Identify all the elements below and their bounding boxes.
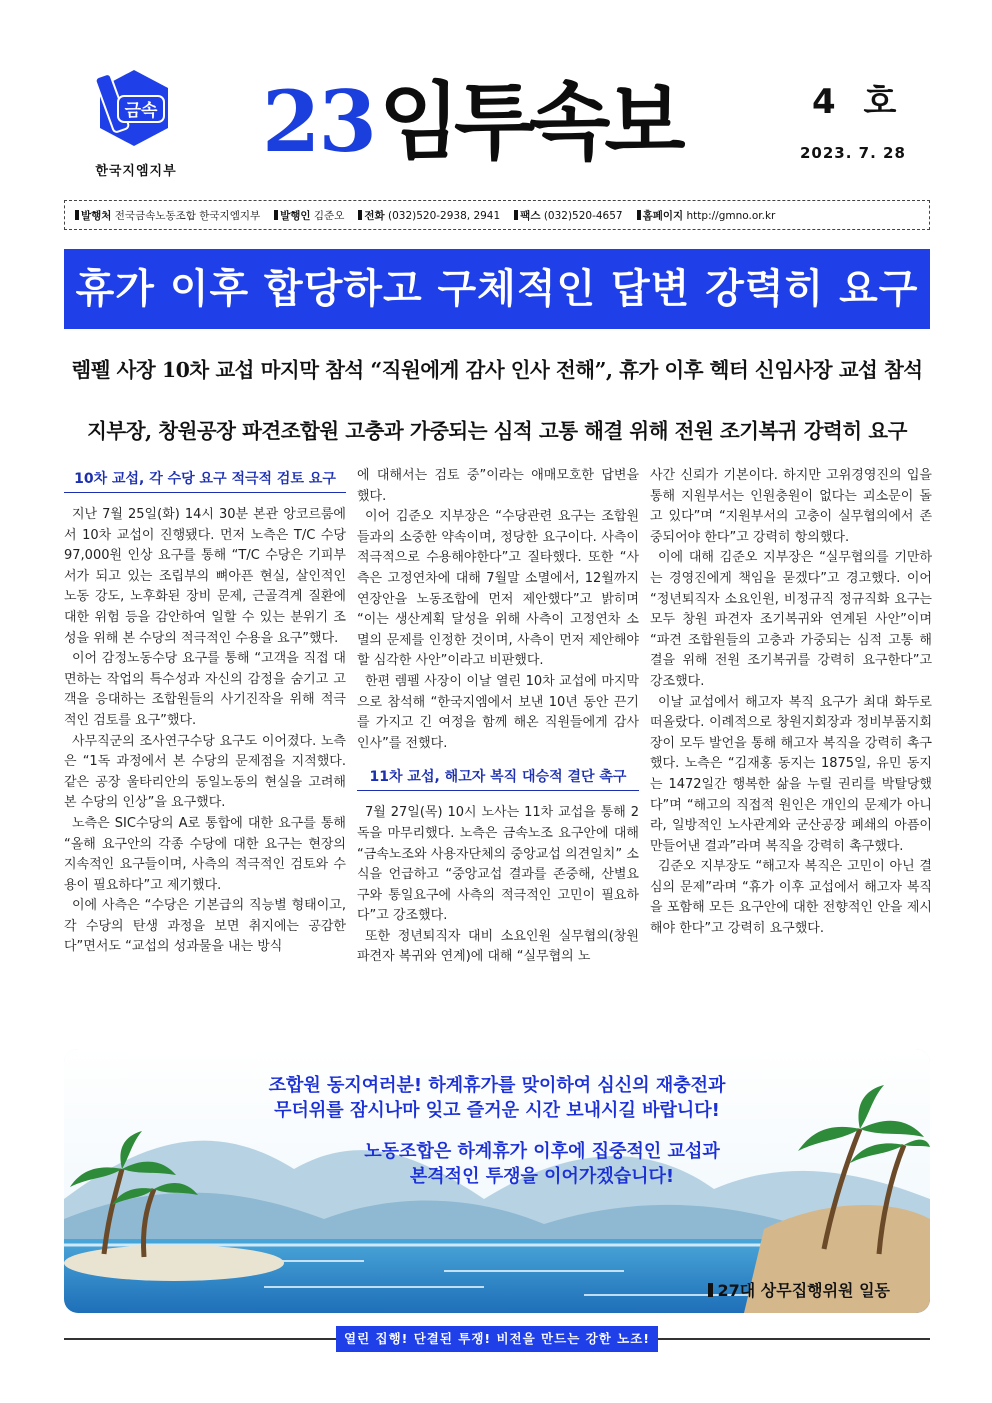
paragraph: 7월 27일(목) 10시 노사는 11차 교섭을 통해 2독을 마무리했다. 노측은 금속노조 요구안에 대해 “금속노조와 사용자단체의 중앙교섭 의견일치” 소식을 언급하고 “중앙교섭 결과를 존중해, 산별요구와 통일요구에 사측의 적극적인 고민이 필요하다”고 강조했다. bbox=[357, 805, 639, 924]
bargaining-announcement: 노동조합은 하계휴가 이후에 집중적인 교섭과 본격적인 투쟁을 이어가겠습니다! bbox=[364, 1141, 720, 1187]
article-column-3 bbox=[650, 466, 932, 940]
masthead bbox=[262, 72, 679, 182]
issue-date: 2023. 7. 28 bbox=[800, 144, 906, 162]
issuer-info: 발행인 김준오 bbox=[274, 208, 344, 223]
paragraph: 또한 정년퇴직자 대비 소요인원 실무협의(창원 파견자 복귀와 연계)에 대해 “실무협의 노 bbox=[357, 928, 639, 965]
section-heading-11th: 11차 교섭, 해고자 복직 대승적 결단 촉구 bbox=[357, 764, 639, 791]
square-bullet-icon bbox=[514, 210, 518, 220]
square-bullet-icon bbox=[75, 210, 79, 220]
union-badge-icon bbox=[94, 68, 174, 148]
paragraph: 김준오 지부장도 “해고자 복직은 고민이 아닌 결심의 문제”라며 “휴가 이후 교섭에서 해고자 복직을 포함해 모든 요구안에 대한 전향적인 안을 제시해야 한다”고 강력히 요구했다. bbox=[650, 859, 932, 937]
web-info: 홈페이지 http://gmno.or.kr bbox=[637, 208, 776, 223]
issue-number: 4 호 bbox=[812, 82, 905, 122]
paragraph: 지난 7월 25일(화) 14시 30분 본관 앙코르룸에서 10차 교섭이 진행됐다. 먼저 노측은 T/C 수당 97,000원 인상 요구를 통해 “T/C 수당은 기피부서가 되고 있는 조립부의 뼈아픈 현실, 살인적인 노동 강도, 노후화된 장비 문제, 근골격계 질환에 대한 위험 등을 감안하여 일할 수 있는 분위기 조성을 위해 본 수당의 적극적인 수용을 요구”했다. bbox=[64, 507, 346, 646]
banner-signature: 27대 상무집행위원 일동 bbox=[708, 1278, 890, 1301]
logo-badge-text: 금속 bbox=[124, 101, 158, 121]
paragraph: 사무직군의 조사연구수당 요구도 이어졌다. 노측은 “1독 과정에서 본 수당의 문제점을 지적했다. 같은 공장 울타리안의 동일노동의 현실을 고려해 본 수당의 인상”을 요구했다. bbox=[64, 733, 346, 811]
paragraph: 노측은 SIC수당의 A로 통합에 대한 요구를 통해 “올해 요구안의 각종 수당에 대한 요구는 현장의 지속적인 요구들이며, 사측의 적극적인 검토와 수용이 필요하다”고 제기했다. bbox=[64, 815, 346, 893]
org-name: 한국지엠지부 bbox=[95, 164, 177, 179]
paragraph: 사간 신뢰가 기본이다. 하지만 고위경영진의 입을 통해 지원부서는 인원충원이 없다는 괴소문이 돌고 있다”며 “지원부서의 고충이 실무협의에서 존중되어야 한다”고 강력히 항의했다. bbox=[650, 468, 932, 545]
publisher-info: 발행처 전국금속노동조합 한국지엠지부 bbox=[75, 208, 260, 223]
subheadline-1: 렘펠 사장 10차 교섭 마지막 참석 “직원에게 감사 인사 전해”, 휴가 이후 헥터 신임사장 교섭 참석 bbox=[71, 358, 923, 382]
subheadline-2: 지부장, 창원공장 파견조합원 고충과 가중되는 심적 고통 해결 위해 전원 조기복귀 강력히 요구 bbox=[87, 419, 907, 443]
paragraph: 한편 렘펠 사장이 이날 열린 10차 교섭에 마지막으로 참석해 “한국지엠에서 보낸 10년 동안 끈기를 가지고 긴 여정을 함께 해온 직원들에게 감사 인사”를 전했다. bbox=[357, 673, 639, 751]
vacation-greeting: 조합원 동지여러분! 하계휴가를 맞이하여 심신의 재충전과 무더위를 잠시나마 잊고 즐거운 시간 보내시길 바랍니다! bbox=[268, 1075, 726, 1121]
summer-vacation-banner bbox=[64, 1049, 930, 1313]
masthead-title: 임투속보 bbox=[378, 73, 680, 171]
square-bullet-icon bbox=[708, 1283, 713, 1297]
footer-slogan: 열린 집행! 단결된 투쟁! 비전을 만드는 강한 노조! bbox=[336, 1326, 658, 1352]
article-column-1 bbox=[64, 466, 346, 958]
square-bullet-icon bbox=[637, 210, 641, 220]
paragraph: 이어 감정노동수당 요구를 통해 “고객을 직접 대면하는 작업의 특수성과 자신의 감정을 숨기고 고객을 응대하는 조합원들의 사기진작을 위해 적극적인 검토를 요구”했다. bbox=[64, 651, 346, 728]
paragraph: 이날 교섭에서 해고자 복직 요구가 최대 화두로 떠올랐다. 이례적으로 창원지회장과 정비부품지회장이 모두 발언을 통해 해고자 복직을 강력히 촉구했다. 노측은 “김재홍 동지는 1875일, 유민 동지는 1472일간 행복한 삶을 누릴 권리를 박탈당했다”며 “해고의 직접적 원인은 개인의 문제가 아니라, 일방적인 노사관계와 군산공장 폐쇄의 아픔이 만들어낸 결과”라며 복직을 강력히 촉구했다. bbox=[650, 694, 932, 854]
phone-info: 전화 (032)520-2938, 2941 bbox=[358, 208, 500, 223]
article-column-2 bbox=[357, 466, 639, 968]
section-heading-10th: 10차 교섭, 각 수당 요구 적극적 검토 요구 bbox=[64, 466, 346, 493]
fax-info: 팩스 (032)520-4657 bbox=[514, 208, 622, 223]
paragraph: 이에 사측은 “수당은 기본급의 직능별 형태이고, 각 수당의 탄생 과정을 보면 취지에는 공감한다”면서도 “교섭의 성과물을 내는 방식 bbox=[64, 898, 346, 955]
paragraph: 에 대해서는 검토 중”이라는 애매모호한 답변을 했다. bbox=[357, 468, 639, 504]
paragraph: 이에 대해 김준오 지부장은 “실무협의를 기만하는 경영진에게 책임을 묻겠다”고 경고했다. 이어 “정년퇴직자 소요인원, 비정규직 정규직화 요구는 모두 창원 파견자 조기복귀와 연계된 사안”이며 “파견 조합원들의 고충과 가중되는 심적 고통 해결을 위해 전원 조기복귀를 강력히 요구한다”고 강조했다. bbox=[650, 550, 932, 689]
union-logo bbox=[86, 68, 186, 178]
web-link[interactable]: http://gmno.or.kr bbox=[686, 209, 776, 222]
masthead-number: 23 bbox=[262, 72, 375, 171]
publisher-info-bar bbox=[64, 200, 930, 230]
main-headline: 휴가 이후 합당하고 구체적인 답변 강력히 요구 bbox=[64, 249, 930, 329]
square-bullet-icon bbox=[358, 210, 362, 220]
square-bullet-icon bbox=[274, 210, 278, 220]
paragraph: 이어 김준오 지부장은 “수당관련 요구는 조합원들과의 소중한 약속이며, 정당한 요구이다. 사측이 적극적으로 수용해야한다”고 질타했다. 또한 “사측은 고정연차에 대해 7월말 소멸에서, 12월까지 연장안을 노동조합에 먼저 제안했다”고 밝히며 “이는 생산계획 달성을 위해 사측이 고정연차 소멸의 문제를 인정한 것이며, 사측이 먼저 제안해야할 심각한 사안”이라고 비판했다. bbox=[357, 509, 639, 669]
